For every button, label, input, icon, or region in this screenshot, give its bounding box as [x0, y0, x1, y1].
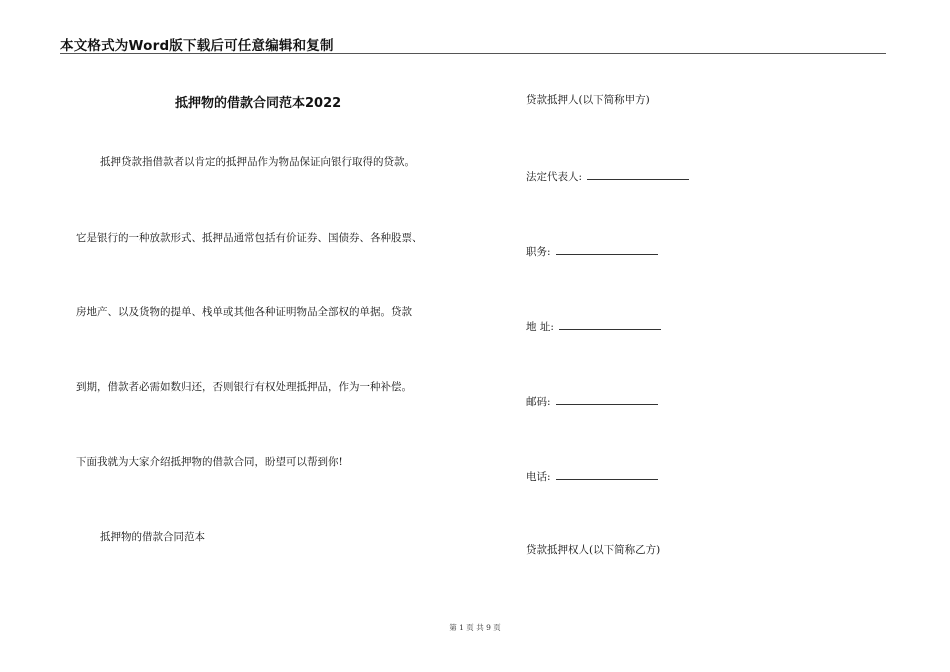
position-blank [556, 243, 658, 255]
phone-field [526, 468, 658, 484]
phone-label: 电话: [526, 471, 551, 483]
legal-rep-field [526, 168, 689, 184]
legal-rep-label: 法定代表人: [526, 171, 583, 183]
paragraph-line-5: 下面我就为大家介绍抵押物的借款合同，盼望可以帮到你! [76, 456, 343, 468]
postcode-blank [556, 393, 658, 405]
party-a-label: 贷款抵押人(以下简称甲方) [526, 94, 650, 106]
address-blank [559, 318, 661, 330]
party-b-label: 贷款抵押权人(以下简称乙方) [526, 544, 661, 556]
page-number-footer: 第 1 页 共 9 页 [449, 623, 501, 632]
address-label: 地 址: [526, 321, 554, 333]
document-title: 抵押物的借款合同范本2022 [175, 96, 342, 111]
paragraph-line-1: 抵押贷款指借款者以肯定的抵押品作为物品保证向银行取得的贷款。 [100, 156, 415, 168]
postcode-label: 邮码: [526, 396, 551, 408]
document-header [60, 32, 886, 54]
header-text: 本文格式为Word版下载后可任意编辑和复制 [60, 38, 334, 54]
paragraph-line-3: 房地产、以及货物的提单、栈单或其他各种证明物品全部权的单据。贷款 [76, 306, 412, 318]
position-label: 职务: [526, 246, 551, 258]
party-a-heading [526, 93, 650, 107]
paragraph-line-6: 抵押物的借款合同范本 [100, 531, 205, 543]
party-b-heading [526, 543, 660, 557]
address-field [526, 318, 661, 334]
phone-blank [556, 468, 658, 480]
position-field [526, 243, 658, 259]
postcode-field [526, 393, 658, 409]
paragraph-line-4: 到期，借款者必需如数归还，否则银行有权处理抵押品，作为一种补偿。 [76, 381, 412, 393]
legal-rep-blank [587, 168, 689, 180]
paragraph-line-2: 它是银行的一种放款形式、抵押品通常包括有价证券、国债券、各种股票、 [76, 232, 423, 244]
